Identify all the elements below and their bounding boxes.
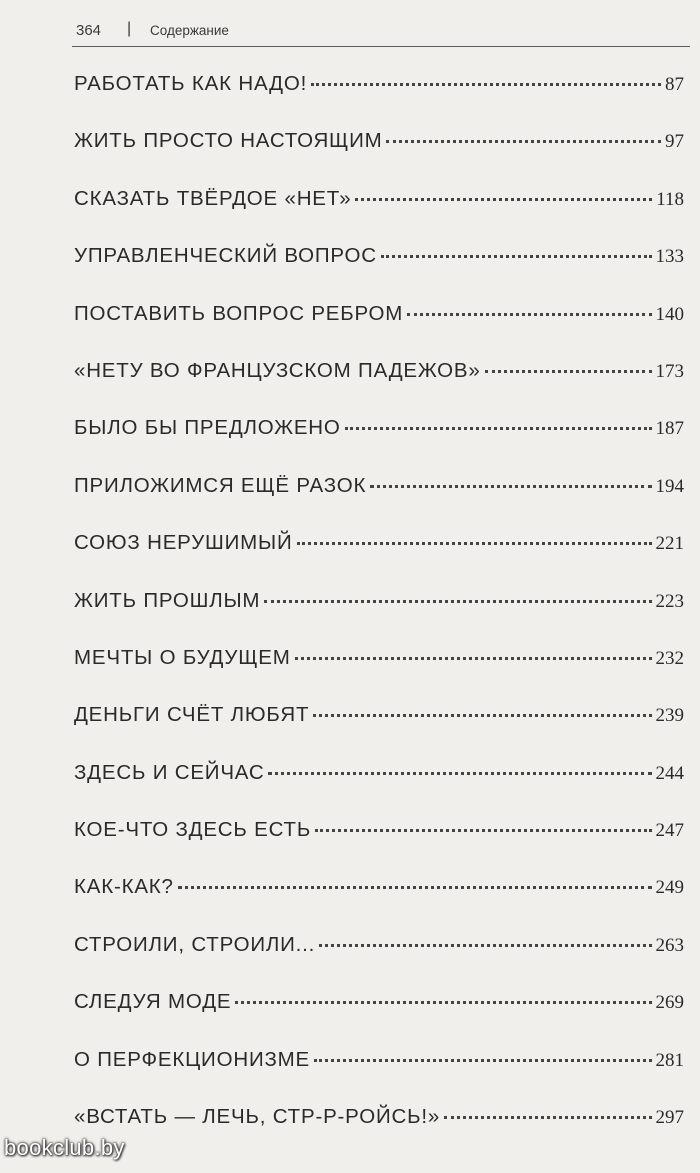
dot-leader — [407, 313, 651, 316]
toc-entry-page: 187 — [655, 418, 684, 440]
toc-entry-page: 173 — [655, 360, 684, 382]
toc-entry-title: ПРИЛОЖИМСЯ ЕЩЁ РАЗОК — [74, 473, 367, 497]
dot-leader — [268, 772, 651, 775]
toc-entry-page: 118 — [656, 188, 684, 210]
toc-entry-page: 232 — [655, 647, 684, 669]
toc-entry-title: КАК-КАК? — [74, 875, 174, 899]
toc-entry-page: 223 — [655, 590, 684, 612]
toc-entry-page: 249 — [655, 877, 684, 899]
table-of-contents — [74, 72, 684, 1162]
toc-entry — [74, 359, 684, 416]
toc-entry-page: 133 — [655, 246, 684, 268]
toc-entry-page: 87 — [665, 74, 684, 95]
toc-entry — [74, 129, 684, 186]
dot-leader — [311, 83, 661, 86]
dot-leader — [319, 944, 651, 947]
dot-leader — [345, 427, 652, 430]
toc-entry — [74, 72, 684, 129]
toc-entry — [74, 875, 684, 932]
toc-entry-page: 244 — [655, 762, 684, 784]
toc-entry — [74, 531, 684, 588]
toc-entry — [74, 302, 684, 359]
section-title: Содержание — [150, 23, 229, 38]
dot-leader — [295, 657, 652, 660]
toc-entry-title: МЕЧТЫ О БУДУЩЕМ — [74, 645, 291, 669]
dot-leader — [370, 485, 651, 488]
toc-entry — [74, 933, 684, 990]
toc-entry-title: «НЕТУ ВО ФРАНЦУЗСКОМ ПАДЕЖОВ» — [74, 358, 481, 382]
toc-entry — [74, 818, 684, 875]
dot-leader — [381, 255, 652, 258]
page-number: 364 — [76, 22, 102, 39]
toc-entry-page: 281 — [655, 1049, 684, 1071]
toc-entry — [74, 1048, 684, 1105]
toc-entry-title: ЖИТЬ ПРОСТО НАСТОЯЩИМ — [74, 129, 383, 153]
dot-leader — [444, 1116, 651, 1119]
dot-leader — [178, 886, 652, 889]
toc-entry-page: 140 — [655, 303, 684, 325]
toc-entry — [74, 990, 684, 1047]
dot-leader — [315, 829, 651, 832]
toc-entry-page: 263 — [655, 934, 684, 956]
toc-entry-title: КОЕ-ЧТО ЗДЕСЬ ЕСТЬ — [74, 818, 312, 842]
toc-entry-page: 97 — [665, 131, 684, 153]
toc-entry — [74, 703, 684, 760]
toc-entry-page: 239 — [655, 705, 684, 727]
dot-leader — [355, 198, 652, 201]
toc-entry-title: ЗДЕСЬ И СЕЙЧАС — [74, 760, 265, 784]
toc-entry-title: ЖИТЬ ПРОШЛЫМ — [74, 588, 261, 612]
toc-entry-title: СКАЗАТЬ ТВЁРДОЕ «НЕТ» — [74, 186, 352, 210]
toc-entry — [74, 589, 684, 646]
dot-leader — [386, 140, 661, 143]
toc-entry-title: ДЕНЬГИ СЧЁТ ЛЮБЯТ — [74, 703, 310, 727]
toc-entry-title: СТРОИЛИ, СТРОИЛИ... — [74, 932, 316, 956]
toc-entry — [74, 474, 684, 531]
toc-entry-page: 221 — [655, 533, 684, 555]
toc-entry — [74, 187, 684, 244]
dot-leader — [485, 370, 652, 373]
toc-entry-title: О ПЕРФЕКЦИОНИЗМЕ — [74, 1047, 311, 1071]
toc-entry — [74, 1105, 684, 1162]
toc-entry — [74, 646, 684, 703]
toc-entry-title: РАБОТАТЬ КАК НАДО! — [74, 72, 308, 95]
toc-entry-title: СОЮЗ НЕРУШИМЫЙ — [74, 531, 293, 555]
watermark: bookclub.by — [4, 1135, 125, 1160]
dot-leader — [313, 714, 651, 717]
toc-entry — [74, 416, 684, 473]
toc-entry-page: 194 — [655, 475, 684, 497]
toc-entry-title: УПРАВЛЕНЧЕСКИЙ ВОПРОС — [74, 244, 377, 268]
dot-leader — [314, 1059, 651, 1062]
toc-entry — [74, 244, 684, 301]
dot-leader — [297, 542, 652, 545]
toc-entry-title: БЫЛО БЫ ПРЕДЛОЖЕНО — [74, 416, 341, 440]
header-separator: | — [127, 20, 132, 37]
toc-entry-title: «ВСТАТЬ — ЛЕЧЬ, СТР-Р-РОЙСЬ!» — [74, 1105, 441, 1129]
dot-leader — [235, 1001, 651, 1004]
toc-entry-title: СЛЕДУЯ МОДЕ — [74, 990, 232, 1014]
toc-entry-title: ПОСТАВИТЬ ВОПРОС РЕБРОМ — [74, 301, 404, 325]
toc-entry — [74, 761, 684, 818]
toc-entry-page: 297 — [655, 1107, 684, 1129]
dot-leader — [264, 600, 651, 603]
toc-entry-page: 269 — [655, 992, 684, 1014]
page-header — [72, 14, 690, 47]
toc-entry-page: 247 — [655, 820, 684, 842]
